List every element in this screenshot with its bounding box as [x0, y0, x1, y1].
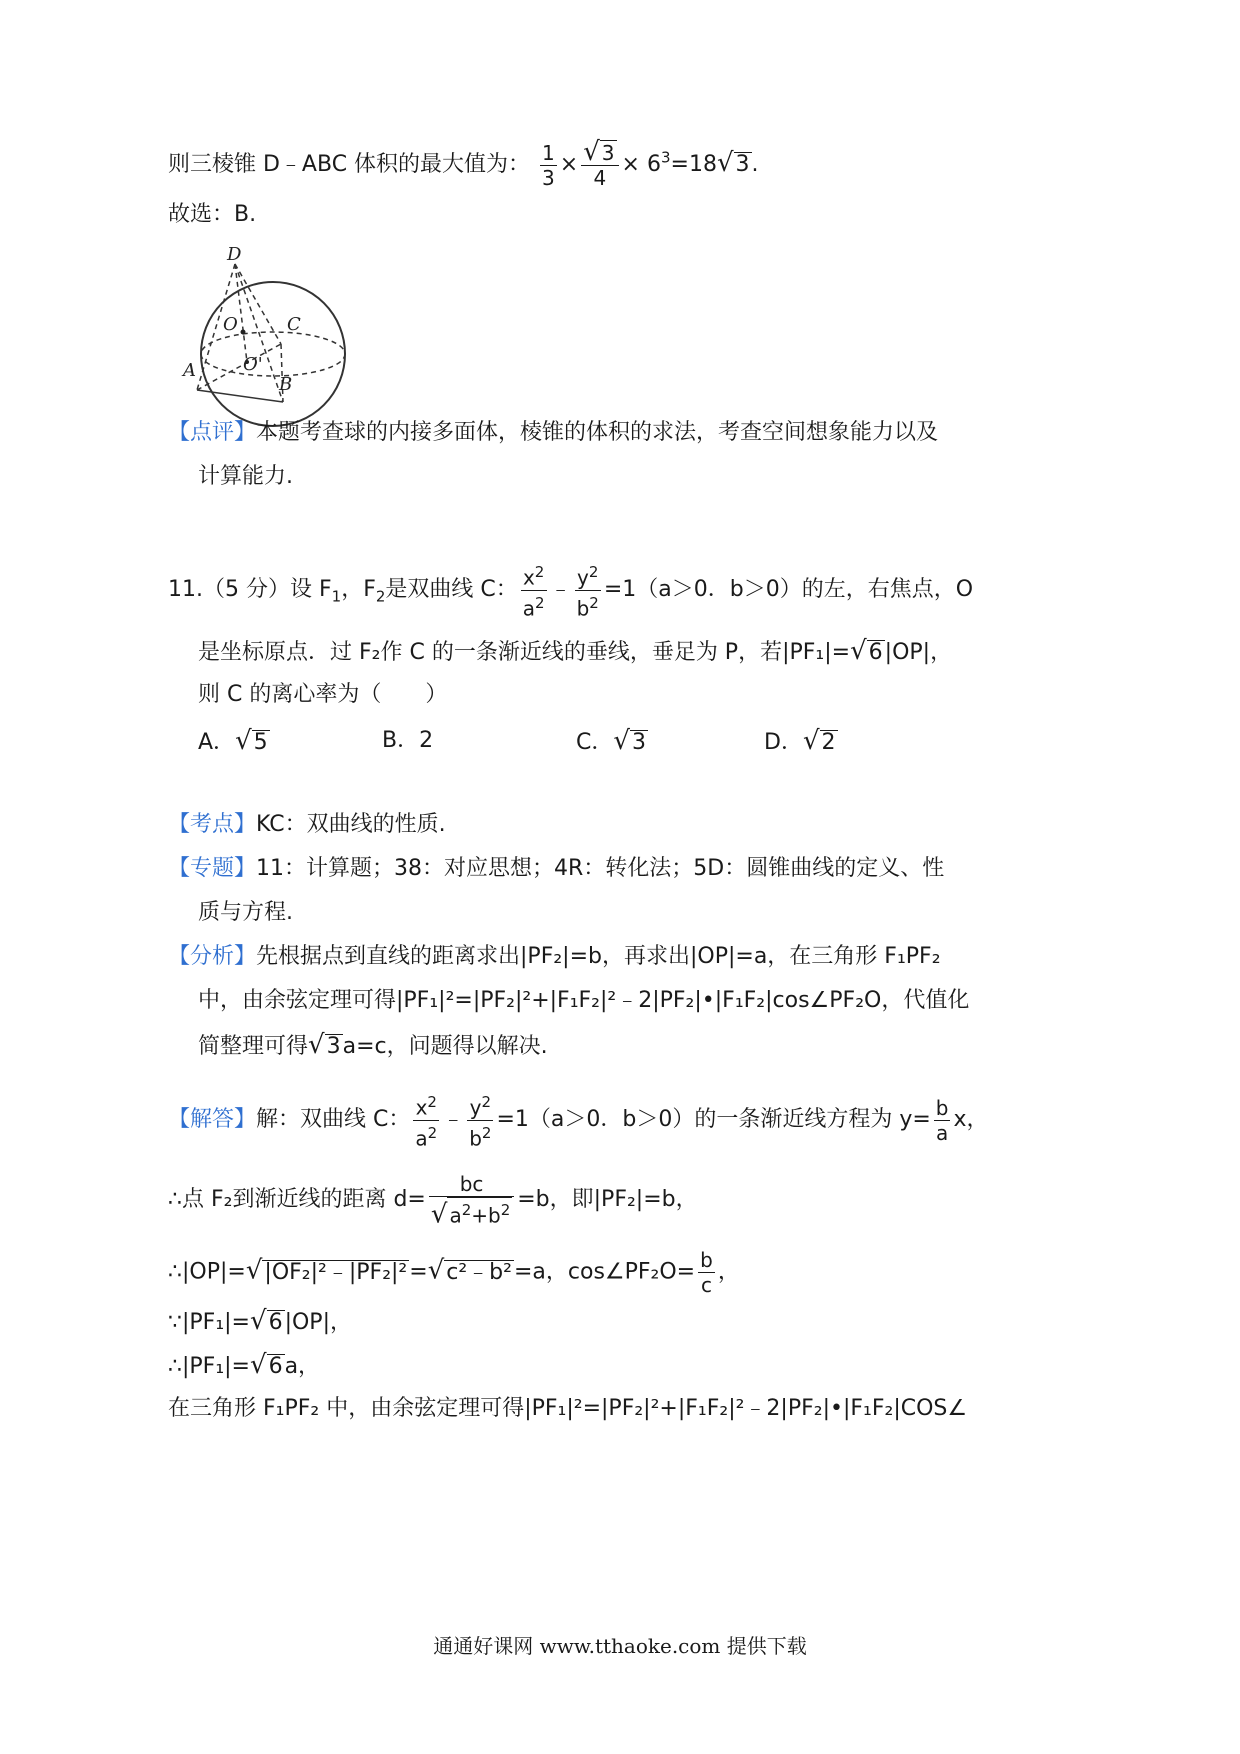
fraction-b-a: $\frac{b}{a}$	[935, 1095, 949, 1145]
volume-line: 则三棱锥 D﹣ABC 体积的最大值为： $\frac{1}{3}$ × $\frac{√ 3}{4}$ × $6^3=18√3$.	[168, 137, 759, 190]
fraction-sqrt3-over-4: $\frac{√ 3}{4}$	[581, 140, 618, 190]
option-a[interactable]: A．√5	[198, 726, 268, 756]
solution-line-5: ∴|PF₁|=√6a，	[168, 1350, 321, 1380]
option-d[interactable]: D．√2	[764, 726, 836, 756]
kaodian-tag: 【考点】	[168, 812, 257, 837]
footer-text: 通通好课网 www.tthaoke.com 提供下载	[433, 1634, 807, 1658]
zhuanti-tag: 【专题】	[168, 856, 257, 881]
review-tag: 【点评】	[168, 420, 257, 445]
q11-stem-line-1: 11.（5 分）设 $F_1$，$F_2$是双曲线 C： $\frac{x^2}{a^2}$ ﹣ $\frac{y^2}{b^2}$ =1（a＞0．b＞0）的左，右焦点，O	[168, 560, 973, 620]
option-b[interactable]: B．2	[382, 728, 434, 753]
label-A: A	[183, 360, 196, 381]
volume-text: 则三棱锥 D﹣ABC 体积的最大值为：	[168, 152, 531, 177]
fraction-x2-a2: $\frac{x^2}{a^2}$	[521, 560, 547, 620]
review-line-2: 计算能力.	[198, 464, 293, 489]
choice-text: 故选：B.	[168, 202, 257, 227]
fraction-y2-b2: $\frac{y^2}{b^2}$	[575, 560, 601, 620]
fenxi-tag: 【分析】	[168, 944, 257, 969]
label-O-prime: O'	[243, 354, 263, 375]
q11-stem-line-3: 则 C 的离心率为（ ）	[198, 682, 448, 707]
solution-line-2: ∴点 F₂到渐近线的距离 d= $\frac{bc}{√ a^2+b^2}$ =b，即|PF₂|=b，	[168, 1172, 698, 1230]
label-B: B	[279, 374, 293, 395]
solution-line-6: 在三角形 F₁PF₂ 中，由余弦定理可得|PF₁|²=|PF₂|²+|F₁F₂|²﹣2|PF₂|•|F₁F₂|COS∠	[168, 1396, 968, 1421]
fenxi-line-3: 简整理可得√3a=c，问题得以解决.	[198, 1030, 548, 1060]
solution-line-4: ∵|PF₁|=√6|OP|，	[168, 1306, 352, 1336]
solution-line-3: ∴|OP|=√|OF₂|²﹣|PF₂|²=√c²﹣b²=a，cos∠PF₂O= $\frac{b}{c}$ ，	[168, 1248, 740, 1297]
fraction-one-third: $\frac{1}{3}$	[542, 140, 555, 190]
label-D: D	[227, 244, 242, 265]
volume-result: =18	[670, 152, 717, 177]
fraction-b-c: $\frac{b}{c}$	[700, 1248, 713, 1297]
fraction-y2-b2: $\frac{y^2}{b^2}$	[467, 1090, 493, 1150]
solution-tag: 【解答】	[168, 1107, 257, 1133]
fenxi-line-2: 中，由余弦定理可得|PF₁|²=|PF₂|²+|F₁F₂|²﹣2|PF₂|•|F₁F₂|cos∠PF₂O，代值化	[198, 988, 970, 1013]
fenxi-line-1: 【分析】先根据点到直线的距离求出|PF₂|=b，再求出|OP|=a，在三角形 F₁PF₂	[168, 944, 941, 969]
label-C: C	[287, 314, 301, 335]
zhuanti-line-1: 【专题】11：计算题；38：对应思想；4R：转化法；5D：圆锥曲线的定义、性	[168, 856, 945, 881]
label-O: O	[223, 314, 238, 335]
fraction-x2-a2: $\frac{x^2}{a^2}$	[413, 1090, 439, 1150]
zhuanti-line-2: 质与方程.	[198, 900, 293, 925]
kaodian-line: 【考点】KC：双曲线的性质.	[168, 812, 446, 837]
fraction-distance: $\frac{bc}{√ a^2+b^2}$	[429, 1172, 514, 1228]
q11-stem-line-2: 是坐标原点．过 F₂作 C 的一条渐近线的垂线，垂足为 P，若|PF₁|=√6|OP|，	[198, 636, 953, 666]
solution-line-1: 【解答】解：双曲线 C： $\frac{x^2}{a^2}$ ﹣ $\frac{y^2}{b^2}$ =1（a＞0．b＞0）的一条渐近线方程为 y= $\frac{b}{a}$ x，	[168, 1090, 989, 1150]
option-c[interactable]: C．√3	[576, 726, 646, 756]
review-line-1: 【点评】本题考查球的内接多面体，棱锥的体积的求法，考查空间想象能力以及	[168, 420, 939, 445]
